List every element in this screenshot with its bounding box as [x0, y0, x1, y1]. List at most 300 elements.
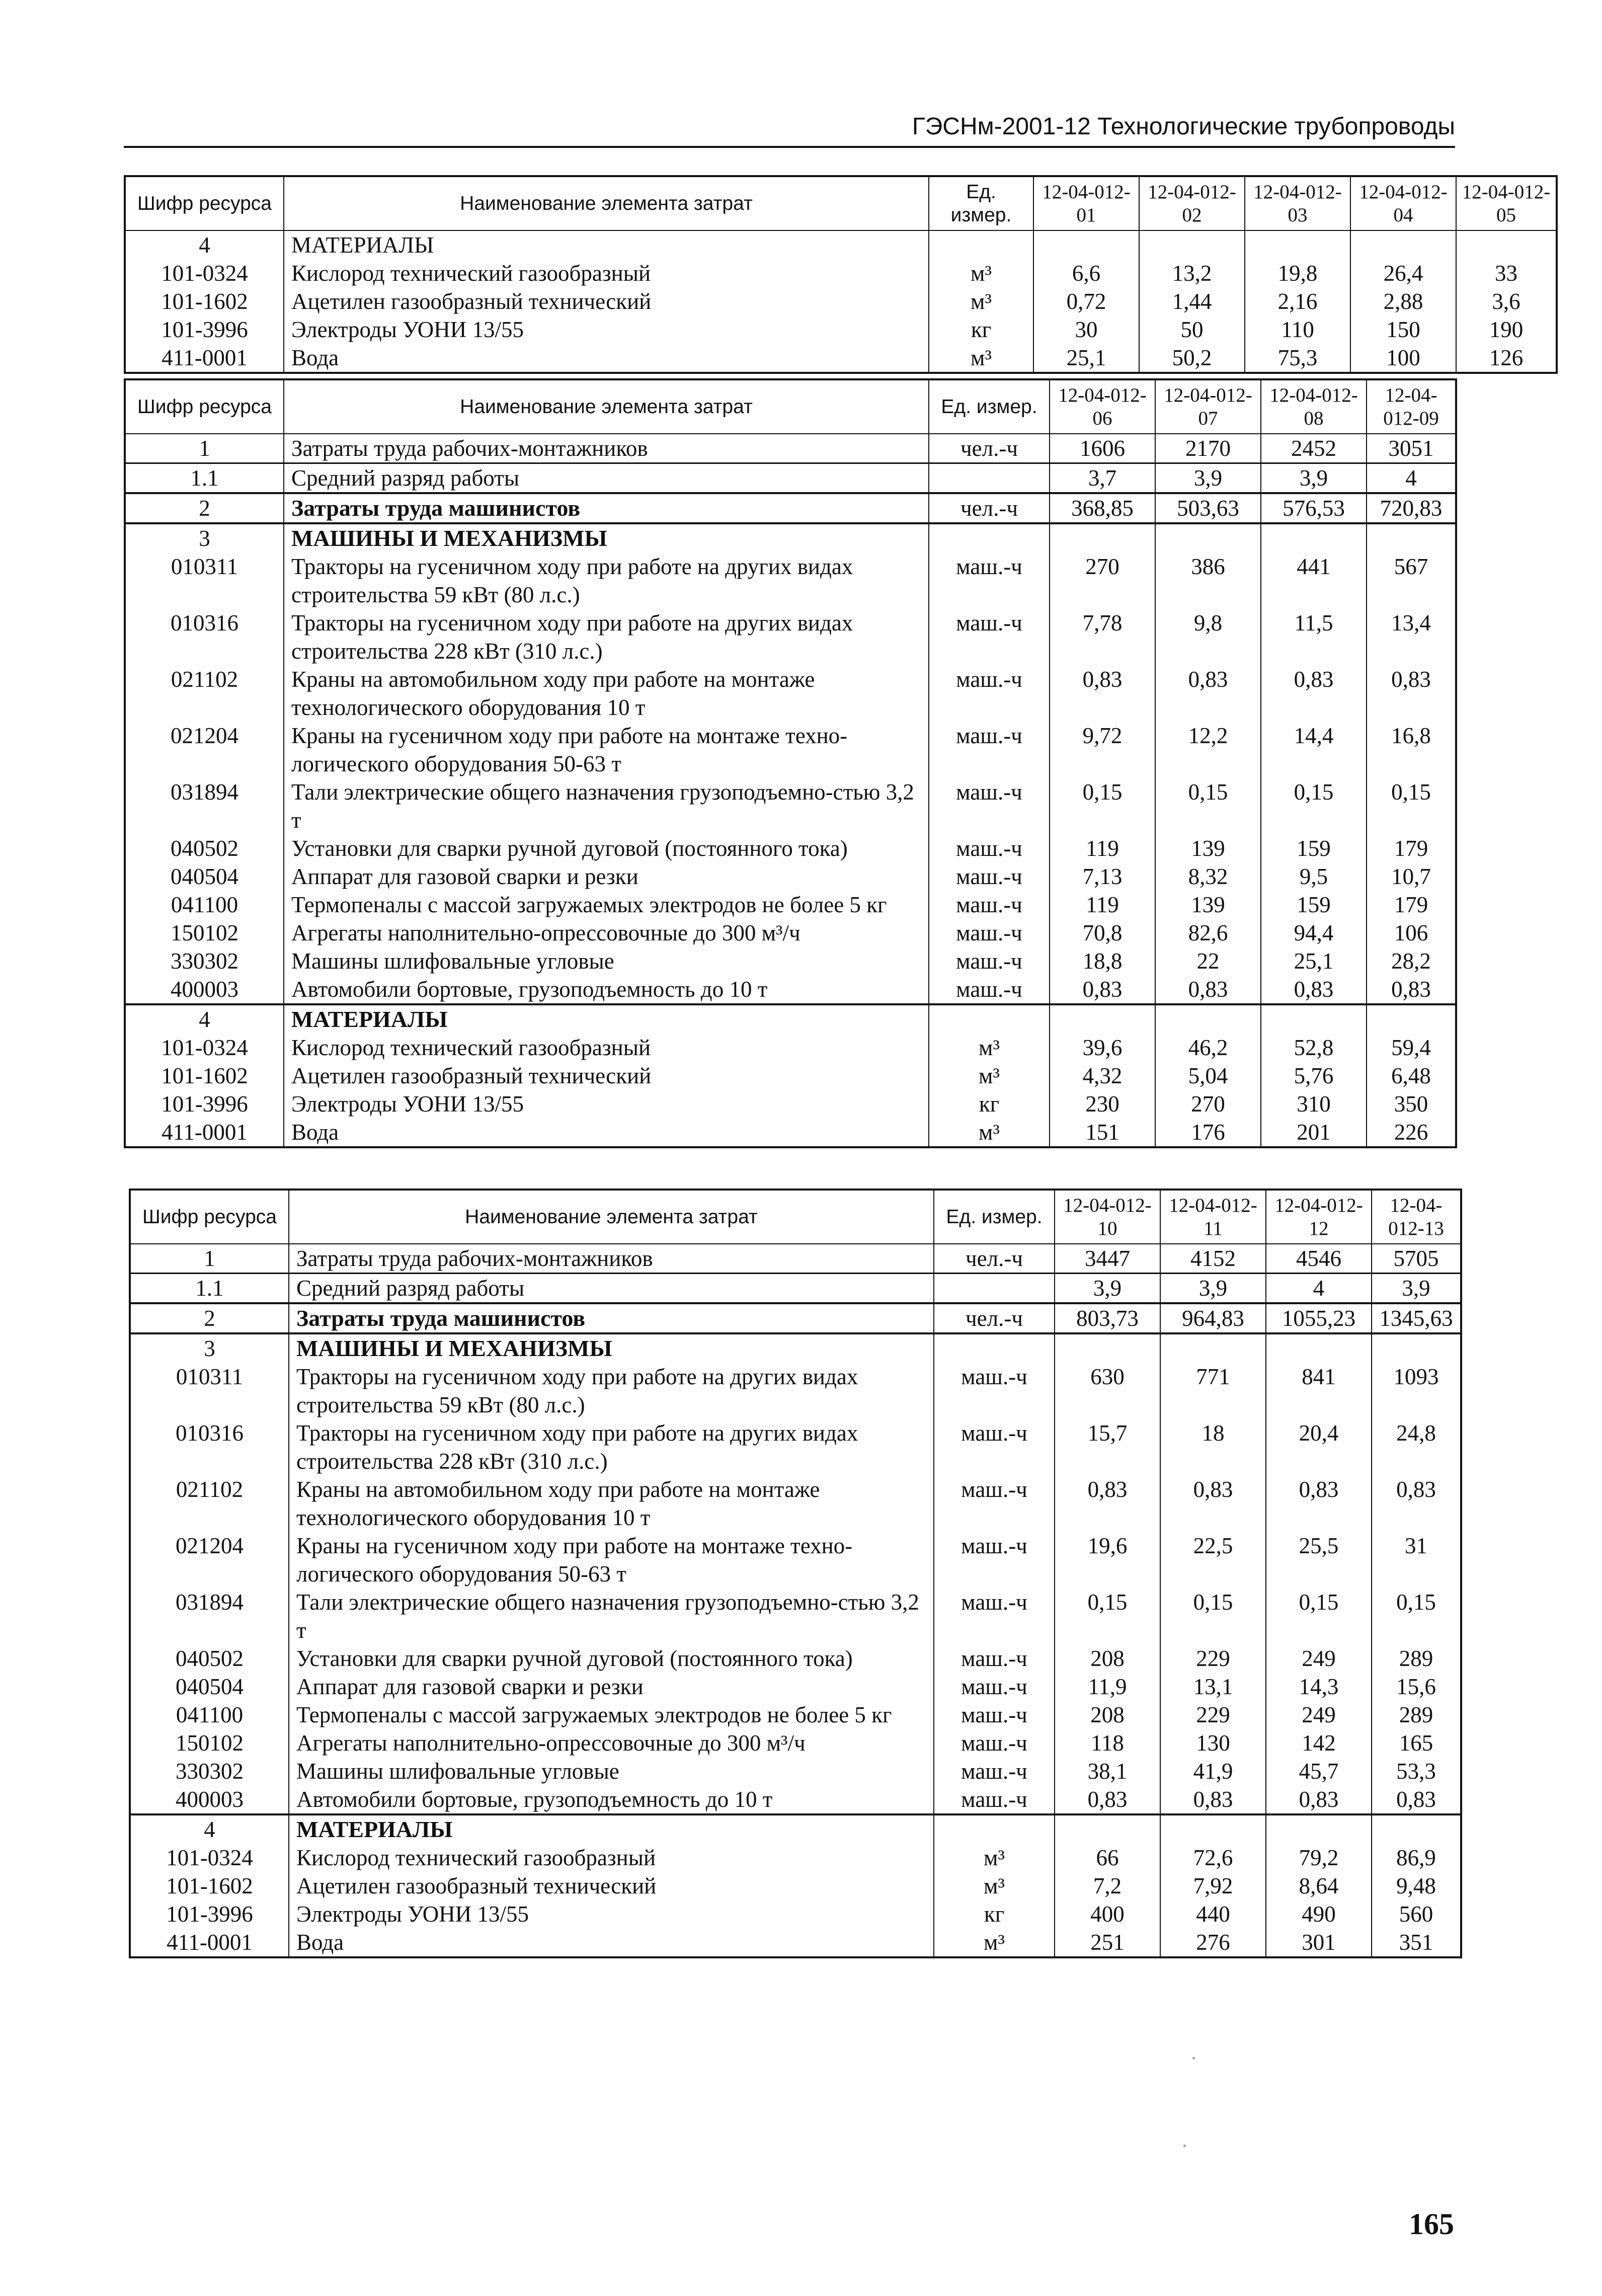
header-column: 12-04-012-13: [1372, 1190, 1461, 1244]
norm-value: 0,72: [1033, 287, 1139, 315]
resource-code: 3: [130, 1333, 289, 1363]
norm-value: 0,83: [1055, 1475, 1160, 1532]
norm-value: 79,2: [1266, 1844, 1372, 1872]
header-column: 12-04-012-12: [1266, 1190, 1372, 1244]
norm-value: 0,83: [1372, 1785, 1461, 1814]
table-row: [125, 259, 1557, 287]
resource-code: 010311: [125, 552, 284, 609]
table-row: [130, 1532, 1461, 1588]
norm-value: 441: [1261, 552, 1367, 609]
norm-value: 18,8: [1050, 947, 1155, 975]
norm-value: [1266, 1814, 1372, 1844]
element-name: Краны на гусеничном ходу при работе на монтаже техно-логического оборудования 50-63 т: [284, 722, 929, 778]
unit-of-measure: маш.-ч: [934, 1701, 1055, 1729]
norm-value: 9,5: [1261, 862, 1367, 891]
norm-value: 5,04: [1155, 1062, 1261, 1090]
resource-table-1: [124, 175, 1558, 374]
resource-code: 101-0324: [125, 259, 284, 287]
unit-of-measure: чел.-ч: [934, 1303, 1055, 1333]
norm-value: 803,73: [1055, 1303, 1160, 1333]
element-name: Автомобили бортовые, грузоподъемность до 10 т: [284, 975, 929, 1004]
norm-value: 1,44: [1139, 287, 1245, 315]
norm-value: 0,83: [1050, 975, 1155, 1004]
element-name: Средний разряд работы: [284, 463, 929, 494]
norm-value: 270: [1155, 1090, 1261, 1118]
resource-code: 021204: [125, 722, 284, 778]
resource-code: 2: [130, 1303, 289, 1333]
norm-value: [1155, 523, 1261, 552]
norm-value: 1055,23: [1266, 1303, 1372, 1333]
norm-value: 0,83: [1261, 665, 1367, 722]
resource-code: 1: [130, 1244, 289, 1274]
element-name: Кислород технический газообразный: [289, 1844, 934, 1872]
unit-of-measure: маш.-ч: [929, 778, 1050, 834]
table-row: [125, 1034, 1456, 1062]
table-row: [130, 1701, 1461, 1729]
norm-value: 8,32: [1155, 862, 1261, 891]
norm-value: 10,7: [1367, 862, 1456, 891]
norm-value: 503,63: [1155, 493, 1261, 523]
resource-code: 330302: [130, 1757, 289, 1785]
element-name: МАТЕРИАЛЫ: [289, 1814, 934, 1844]
resource-code: 101-0324: [130, 1844, 289, 1872]
unit-of-measure: м³: [929, 1062, 1050, 1090]
element-name: Тали электрические общего назначения грузоподъемно-стью 3,2 т: [289, 1588, 934, 1644]
norm-value: 38,1: [1055, 1757, 1160, 1785]
resource-code: 1.1: [130, 1274, 289, 1304]
norm-value: 1345,63: [1372, 1303, 1461, 1333]
element-name: Электроды УОНИ 13/55: [284, 315, 929, 344]
header-column: 12-04-012-08: [1261, 379, 1367, 434]
norm-value: 142: [1266, 1729, 1372, 1757]
header-unit: Ед. измер.: [934, 1190, 1055, 1244]
header-column: 12-04-012-11: [1160, 1190, 1266, 1244]
norm-value: [1139, 230, 1245, 259]
table-row: [125, 862, 1456, 891]
norm-value: 0,83: [1160, 1475, 1266, 1532]
norm-value: 22,5: [1160, 1532, 1266, 1588]
norm-value: 159: [1261, 891, 1367, 919]
table-row: [130, 1303, 1461, 1333]
norm-value: [1160, 1333, 1266, 1363]
unit-of-measure: м³: [929, 1034, 1050, 1062]
norm-value: 15,7: [1055, 1419, 1160, 1475]
unit-of-measure: маш.-ч: [934, 1644, 1055, 1673]
unit-of-measure: [929, 1004, 1050, 1034]
norm-value: 126: [1456, 344, 1557, 373]
norm-value: 276: [1160, 1928, 1266, 1957]
norm-value: 0,83: [1372, 1475, 1461, 1532]
element-name: Тракторы на гусеничном ходу при работе на других видах строительства 228 кВт (310 л.с.): [289, 1419, 934, 1475]
header-column: 12-04-012-03: [1245, 176, 1350, 230]
norm-value: 3,9: [1055, 1274, 1160, 1304]
norm-value: 26,4: [1350, 259, 1456, 287]
resource-code: 101-1602: [130, 1872, 289, 1900]
unit-of-measure: маш.-ч: [934, 1588, 1055, 1644]
table-row: [125, 287, 1557, 315]
norm-value: 13,2: [1139, 259, 1245, 287]
element-name: Агрегаты наполнительно-опрессовочные до 300 м³/ч: [289, 1729, 934, 1757]
header-rule: [124, 146, 1455, 148]
element-name: Термопеналы с массой загружаемых электродов не более 5 кг: [289, 1701, 934, 1729]
table-row: [125, 493, 1456, 523]
norm-value: 368,85: [1050, 493, 1155, 523]
norm-value: 5,76: [1261, 1062, 1367, 1090]
norm-value: 9,72: [1050, 722, 1155, 778]
norm-value: 11,5: [1261, 609, 1367, 665]
norm-value: 28,2: [1367, 947, 1456, 975]
table-row: [130, 1419, 1461, 1475]
unit-of-measure: маш.-ч: [934, 1757, 1055, 1785]
norm-value: 9,8: [1155, 609, 1261, 665]
element-name: Автомобили бортовые, грузоподъемность до 10 т: [289, 1785, 934, 1814]
norm-value: 20,4: [1266, 1419, 1372, 1475]
element-name: Электроды УОНИ 13/55: [284, 1090, 929, 1118]
norm-value: 25,5: [1266, 1532, 1372, 1588]
element-name: МАШИНЫ И МЕХАНИЗМЫ: [289, 1333, 934, 1363]
norm-value: 386: [1155, 552, 1261, 609]
norm-value: 3,9: [1372, 1274, 1461, 1304]
norm-value: 190: [1456, 315, 1557, 344]
norm-value: [1245, 230, 1350, 259]
norm-value: 50: [1139, 315, 1245, 344]
norm-value: 720,83: [1367, 493, 1456, 523]
unit-of-measure: маш.-ч: [934, 1419, 1055, 1475]
resource-code: 150102: [130, 1729, 289, 1757]
header-column: 12-04-012-02: [1139, 176, 1245, 230]
resource-code: 101-3996: [125, 1090, 284, 1118]
norm-value: 13,4: [1367, 609, 1456, 665]
table-row: [125, 665, 1456, 722]
norm-value: 8,64: [1266, 1872, 1372, 1900]
element-name: Тракторы на гусеничном ходу при работе на других видах строительства 59 кВт (80 л.с.): [289, 1363, 934, 1419]
unit-of-measure: маш.-ч: [929, 947, 1050, 975]
resource-table-2: [124, 378, 1457, 1148]
norm-value: 14,4: [1261, 722, 1367, 778]
table-row: [130, 1673, 1461, 1701]
table-body: [125, 434, 1456, 1147]
header-column: 12-04-012-07: [1155, 379, 1261, 434]
norm-value: 179: [1367, 891, 1456, 919]
norm-value: 230: [1050, 1090, 1155, 1118]
unit-of-measure: маш.-ч: [934, 1673, 1055, 1701]
norm-value: 3447: [1055, 1244, 1160, 1274]
norm-value: 490: [1266, 1900, 1372, 1928]
element-name: Краны на автомобильном ходу при работе на монтаже технологического оборудования 10 т: [289, 1475, 934, 1532]
element-name: МАТЕРИАЛЫ: [284, 230, 929, 259]
resource-code: 411-0001: [130, 1928, 289, 1957]
norm-value: 4546: [1266, 1244, 1372, 1274]
norm-value: 350: [1367, 1090, 1456, 1118]
norm-value: 3,9: [1155, 463, 1261, 494]
norm-value: 2170: [1155, 434, 1261, 463]
unit-of-measure: маш.-ч: [934, 1532, 1055, 1588]
norm-value: [1456, 230, 1557, 259]
element-name: Краны на гусеничном ходу при работе на монтаже техно-логического оборудования 50-63 т: [289, 1532, 934, 1588]
norm-value: 33: [1456, 259, 1557, 287]
table-row: [125, 1062, 1456, 1090]
unit-of-measure: маш.-ч: [934, 1785, 1055, 1814]
norm-value: 2,16: [1245, 287, 1350, 315]
table-row: [130, 1844, 1461, 1872]
norm-value: 14,3: [1266, 1673, 1372, 1701]
norm-value: 771: [1160, 1363, 1266, 1419]
table-header-row: [125, 176, 1557, 230]
norm-value: 2,88: [1350, 287, 1456, 315]
norm-value: 25,1: [1033, 344, 1139, 373]
norm-value: 50,2: [1139, 344, 1245, 373]
resource-code: 010311: [130, 1363, 289, 1419]
resource-code: 040504: [130, 1673, 289, 1701]
norm-value: 249: [1266, 1701, 1372, 1729]
table-row: [125, 778, 1456, 834]
header-name: Наименование элемента затрат: [284, 176, 929, 230]
norm-value: 16,8: [1367, 722, 1456, 778]
element-name: Ацетилен газообразный технический: [284, 1062, 929, 1090]
norm-value: 0,83: [1155, 665, 1261, 722]
table-row: [130, 1928, 1461, 1957]
unit-of-measure: м³: [934, 1928, 1055, 1957]
norm-value: 964,83: [1160, 1303, 1266, 1333]
norm-value: 130: [1160, 1729, 1266, 1757]
unit-of-measure: [934, 1333, 1055, 1363]
header-column: 12-04-012-05: [1456, 176, 1557, 230]
unit-of-measure: маш.-ч: [934, 1475, 1055, 1532]
unit-of-measure: [934, 1814, 1055, 1844]
table-row: [130, 1244, 1461, 1274]
norm-value: 24,8: [1372, 1419, 1461, 1475]
norm-value: 82,6: [1155, 919, 1261, 947]
norm-value: 13,1: [1160, 1673, 1266, 1701]
norm-value: 201: [1261, 1118, 1367, 1147]
unit-of-measure: маш.-ч: [929, 609, 1050, 665]
resource-code: 040502: [125, 834, 284, 862]
norm-value: 139: [1155, 891, 1261, 919]
norm-value: [1050, 523, 1155, 552]
table-body: [130, 1244, 1461, 1957]
norm-value: 3,9: [1160, 1274, 1266, 1304]
header-unit: Ед. измер.: [929, 379, 1050, 434]
norm-value: 560: [1372, 1900, 1461, 1928]
table-row: [125, 947, 1456, 975]
table-header-row: [130, 1190, 1461, 1244]
norm-value: 270: [1050, 552, 1155, 609]
norm-value: 3,7: [1050, 463, 1155, 494]
norm-value: 72,6: [1160, 1844, 1266, 1872]
resource-code: 3: [125, 523, 284, 552]
unit-of-measure: [934, 1274, 1055, 1304]
resource-code: 4: [125, 1004, 284, 1034]
resource-code: 411-0001: [125, 1118, 284, 1147]
header-name: Наименование элемента затрат: [289, 1190, 934, 1244]
element-name: Затраты труда машинистов: [284, 493, 929, 523]
header-code: Шифр ресурса: [125, 176, 284, 230]
norm-value: 0,15: [1050, 778, 1155, 834]
table-row: [130, 1588, 1461, 1644]
table-row: [130, 1363, 1461, 1419]
norm-value: 18: [1160, 1419, 1266, 1475]
table-row: [125, 1004, 1456, 1034]
norm-value: [1266, 1333, 1372, 1363]
element-name: Затраты труда рабочих-монтажников: [284, 434, 929, 463]
norm-value: 0,83: [1367, 665, 1456, 722]
norm-value: 41,9: [1160, 1757, 1266, 1785]
norm-value: 30: [1033, 315, 1139, 344]
norm-value: [1055, 1333, 1160, 1363]
table-row: [130, 1475, 1461, 1532]
header-code: Шифр ресурса: [130, 1190, 289, 1244]
header-column: 12-04-012-04: [1350, 176, 1456, 230]
norm-value: 0,83: [1160, 1785, 1266, 1814]
norm-value: 400: [1055, 1900, 1160, 1928]
resource-code: 040502: [130, 1644, 289, 1673]
norm-value: 0,83: [1266, 1785, 1372, 1814]
norm-value: 9,48: [1372, 1872, 1461, 1900]
unit-of-measure: кг: [934, 1900, 1055, 1928]
norm-value: 118: [1055, 1729, 1160, 1757]
norm-value: 7,2: [1055, 1872, 1160, 1900]
element-name: Установки для сварки ручной дуговой (постоянного тока): [289, 1644, 934, 1673]
resource-code: 101-3996: [130, 1900, 289, 1928]
resource-code: 010316: [130, 1419, 289, 1475]
resource-code: 041100: [130, 1701, 289, 1729]
norm-value: 1606: [1050, 434, 1155, 463]
norm-value: 0,83: [1266, 1475, 1372, 1532]
norm-value: 94,4: [1261, 919, 1367, 947]
element-name: Установки для сварки ручной дуговой (постоянного тока): [284, 834, 929, 862]
element-name: МАШИНЫ И МЕХАНИЗМЫ: [284, 523, 929, 552]
norm-value: [1055, 1814, 1160, 1844]
norm-value: 119: [1050, 834, 1155, 862]
norm-value: 151: [1050, 1118, 1155, 1147]
norm-value: 0,15: [1155, 778, 1261, 834]
norm-value: [1367, 1004, 1456, 1034]
table-row: [125, 463, 1456, 494]
norm-value: 12,2: [1155, 722, 1261, 778]
norm-value: 0,83: [1155, 975, 1261, 1004]
unit-of-measure: м³: [929, 1118, 1050, 1147]
element-name: Вода: [284, 344, 929, 373]
unit-of-measure: [929, 523, 1050, 552]
norm-value: [1050, 1004, 1155, 1034]
scan-speck: [1192, 2057, 1195, 2060]
norm-value: 7,13: [1050, 862, 1155, 891]
header-name: Наименование элемента затрат: [284, 379, 929, 434]
norm-value: 208: [1055, 1644, 1160, 1673]
table-row: [130, 1872, 1461, 1900]
resource-code: 040504: [125, 862, 284, 891]
norm-value: 6,48: [1367, 1062, 1456, 1090]
norm-value: 0,15: [1055, 1588, 1160, 1644]
norm-value: 110: [1245, 315, 1350, 344]
norm-value: 22: [1155, 947, 1261, 975]
norm-value: [1261, 523, 1367, 552]
norm-value: 19,6: [1055, 1532, 1160, 1588]
table-row: [130, 1274, 1461, 1304]
element-name: Аппарат для газовой сварки и резки: [289, 1673, 934, 1701]
norm-value: 7,92: [1160, 1872, 1266, 1900]
element-name: Ацетилен газообразный технический: [284, 287, 929, 315]
table-row: [130, 1644, 1461, 1673]
table-row: [130, 1757, 1461, 1785]
norm-value: 52,8: [1261, 1034, 1367, 1062]
norm-value: [1372, 1333, 1461, 1363]
norm-value: 106: [1367, 919, 1456, 947]
header-column: 12-04-012-09: [1367, 379, 1456, 434]
unit-of-measure: маш.-ч: [929, 862, 1050, 891]
norm-value: 4152: [1160, 1244, 1266, 1274]
norm-value: 7,78: [1050, 609, 1155, 665]
resource-code: 101-1602: [125, 1062, 284, 1090]
norm-value: 1093: [1372, 1363, 1461, 1419]
element-name: Вода: [284, 1118, 929, 1147]
norm-value: 0,83: [1055, 1785, 1160, 1814]
element-name: Термопеналы с массой загружаемых электродов не более 5 кг: [284, 891, 929, 919]
resource-table-3: [129, 1189, 1462, 1958]
page-number: 165: [1409, 2207, 1454, 2241]
norm-value: [1155, 1004, 1261, 1034]
element-name: Аппарат для газовой сварки и резки: [284, 862, 929, 891]
element-name: Затраты труда рабочих-монтажников: [289, 1244, 934, 1274]
table-row: [125, 552, 1456, 609]
element-name: Ацетилен газообразный технический: [289, 1872, 934, 1900]
norm-value: [1261, 1004, 1367, 1034]
resource-code: 1: [125, 434, 284, 463]
table-row: [125, 891, 1456, 919]
element-name: Машины шлифовальные угловые: [284, 947, 929, 975]
table-row: [125, 919, 1456, 947]
norm-value: 0,15: [1261, 778, 1367, 834]
norm-value: [1033, 230, 1139, 259]
norm-value: 119: [1050, 891, 1155, 919]
norm-value: 0,15: [1367, 778, 1456, 834]
norm-value: 4: [1266, 1274, 1372, 1304]
norm-value: 229: [1160, 1644, 1266, 1673]
norm-value: 249: [1266, 1644, 1372, 1673]
norm-value: [1160, 1814, 1266, 1844]
norm-value: 289: [1372, 1644, 1461, 1673]
unit-of-measure: маш.-ч: [929, 891, 1050, 919]
table-row: [125, 609, 1456, 665]
norm-value: 0,15: [1160, 1588, 1266, 1644]
header-column: 12-04-012-01: [1033, 176, 1139, 230]
norm-value: 70,8: [1050, 919, 1155, 947]
resource-code: 041100: [125, 891, 284, 919]
resource-code: 330302: [125, 947, 284, 975]
unit-of-measure: маш.-ч: [934, 1363, 1055, 1419]
norm-value: 3,6: [1456, 287, 1557, 315]
table-row: [130, 1729, 1461, 1757]
norm-value: 440: [1160, 1900, 1266, 1928]
table-row: [130, 1785, 1461, 1814]
table-row: [130, 1900, 1461, 1928]
norm-value: [1372, 1814, 1461, 1844]
header-column: 12-04-012-06: [1050, 379, 1155, 434]
norm-value: 576,53: [1261, 493, 1367, 523]
norm-value: 53,3: [1372, 1757, 1461, 1785]
unit-of-measure: чел.-ч: [929, 493, 1050, 523]
element-name: Агрегаты наполнительно-опрессовочные до 300 м³/ч: [284, 919, 929, 947]
norm-value: 11,9: [1055, 1673, 1160, 1701]
table-row: [125, 834, 1456, 862]
norm-value: 5705: [1372, 1244, 1461, 1274]
header-column: 12-04-012-10: [1055, 1190, 1160, 1244]
element-name: Машины шлифовальные угловые: [289, 1757, 934, 1785]
resource-code: 021102: [130, 1475, 289, 1532]
table-body: [125, 230, 1557, 373]
norm-value: 0,15: [1372, 1588, 1461, 1644]
unit-of-measure: маш.-ч: [929, 834, 1050, 862]
